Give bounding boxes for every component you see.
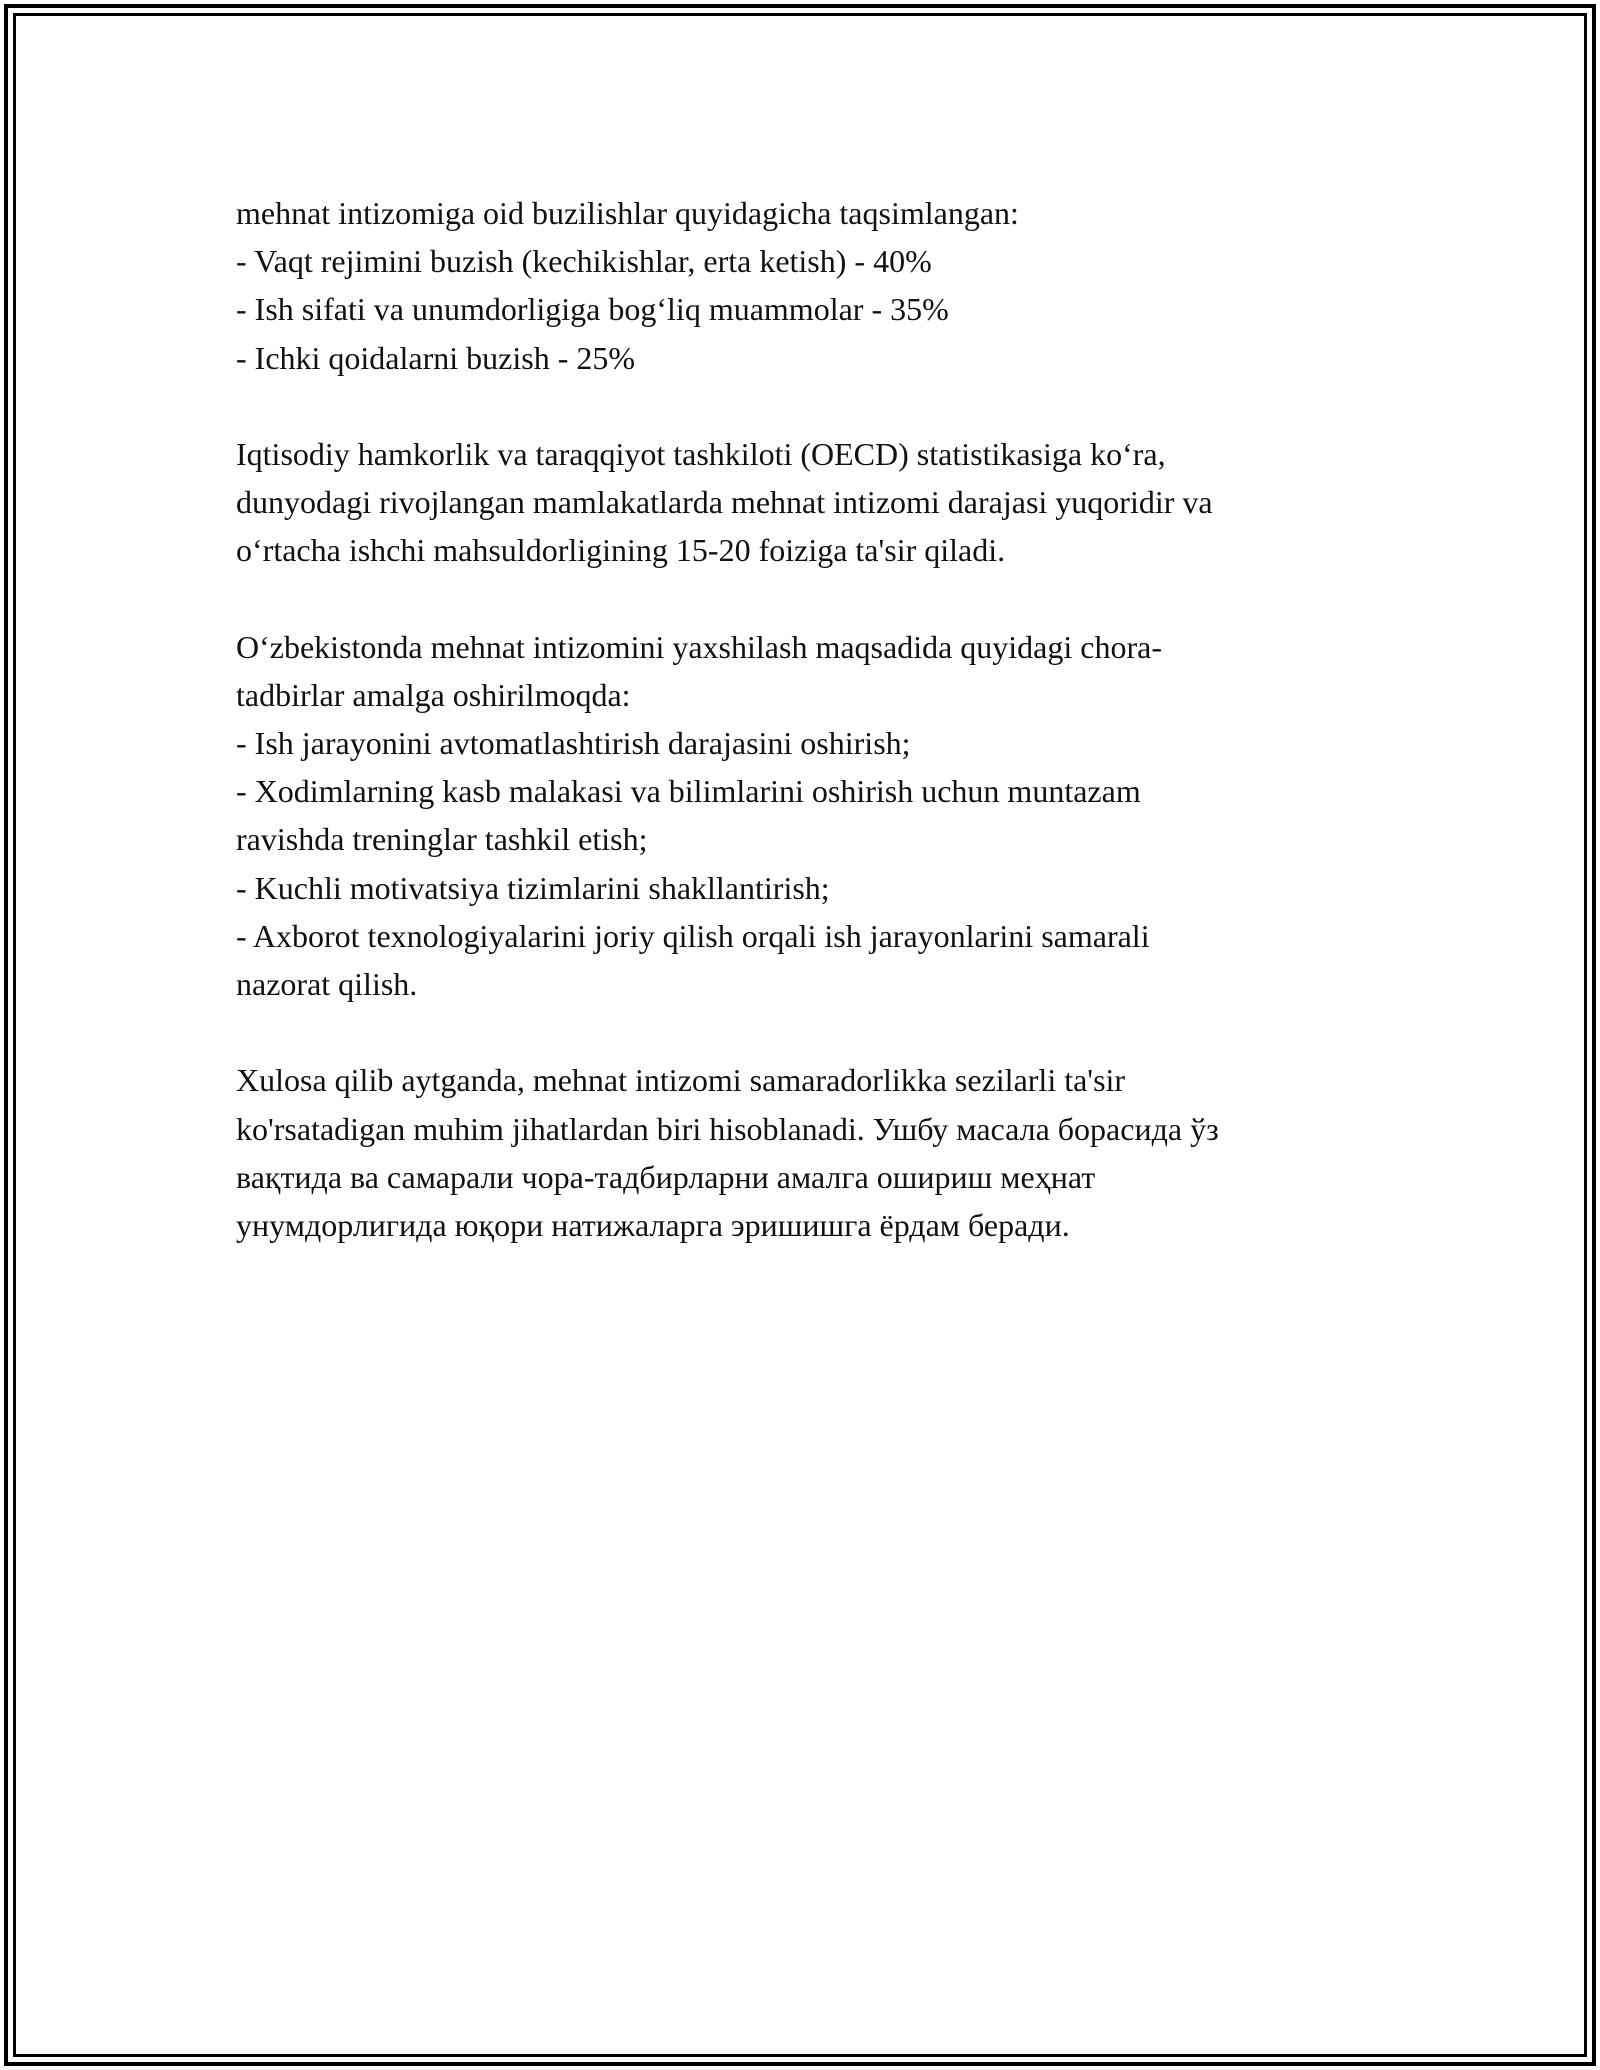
paragraph-conclusion xyxy=(236,1056,1376,1249)
paragraph-uzbekistan-measures xyxy=(236,623,1376,1009)
text-line: mehnat intizomiga oid buzilishlar quyidagicha taqsimlangan: xyxy=(236,195,1019,231)
paragraph-oecd-statistics xyxy=(236,430,1376,575)
list-item: - Ichki qoidalarni buzish - 25% xyxy=(236,339,635,376)
list-item: - Axborot texnologiyalarini joriy qilish orqali ish jarayonlarini samarali xyxy=(236,917,1150,954)
text-line: Xulosa qilib aytganda, mehnat intizomi samaradorlikka sezilarli ta'sir xyxy=(236,1062,1126,1099)
list-item-continuation: nazorat qilish. xyxy=(236,966,418,1002)
paragraph-gap xyxy=(236,382,1376,430)
list-item: - Xodimlarning kasb malakasi va bilimlarini oshirish uchun muntazam xyxy=(236,773,1141,810)
text-line: dunyodagi rivojlangan mamlakatlarda mehnat intizomi darajasi yuqoridir va xyxy=(236,484,1213,521)
text-line: o‘rtacha ishchi mahsuldorligining 15-20 foiziga ta'sir qiladi. xyxy=(236,532,1006,569)
text-line: вақтида ва самарали чора-тадбирларни амалга ошириш меҳнат xyxy=(236,1158,1096,1195)
paragraph-gap xyxy=(236,1008,1376,1056)
paragraph-violation-distribution xyxy=(236,189,1376,382)
text-line: унумдорлигида юқори натижаларга эришишга ёрдам беради. xyxy=(236,1206,1070,1243)
list-item: - Kuchli motivatsiya tizimlarini shakllantirish; xyxy=(236,869,830,906)
list-item: - Ish jarayonini avtomatlashtirish darajasini oshirish; xyxy=(236,725,911,762)
text-line: ko'rsatadigan muhim jihatlardan biri hisoblanadi. Ушбу масала борасида ўз xyxy=(236,1110,1219,1147)
document-body xyxy=(236,189,1376,1249)
text-line: O‘zbekistonda mehnat intizomini yaxshilash maqsadida quyidagi chora- xyxy=(236,628,1162,665)
list-item: - Ish sifati va unumdorligiga bog‘liq muammolar - 35% xyxy=(236,291,949,328)
list-item-continuation: ravishda treninglar tashkil etish; xyxy=(236,821,648,858)
paragraph-gap xyxy=(236,575,1376,623)
list-item: - Vaqt rejimini buzish (kechikishlar, erta ketish) - 40% xyxy=(236,243,932,280)
text-line: Iqtisodiy hamkorlik va taraqqiyot tashkiloti (OECD) statistikasiga ko‘ra, xyxy=(236,435,1166,472)
text-line: tadbirlar amalga oshirilmoqda: xyxy=(236,676,631,713)
